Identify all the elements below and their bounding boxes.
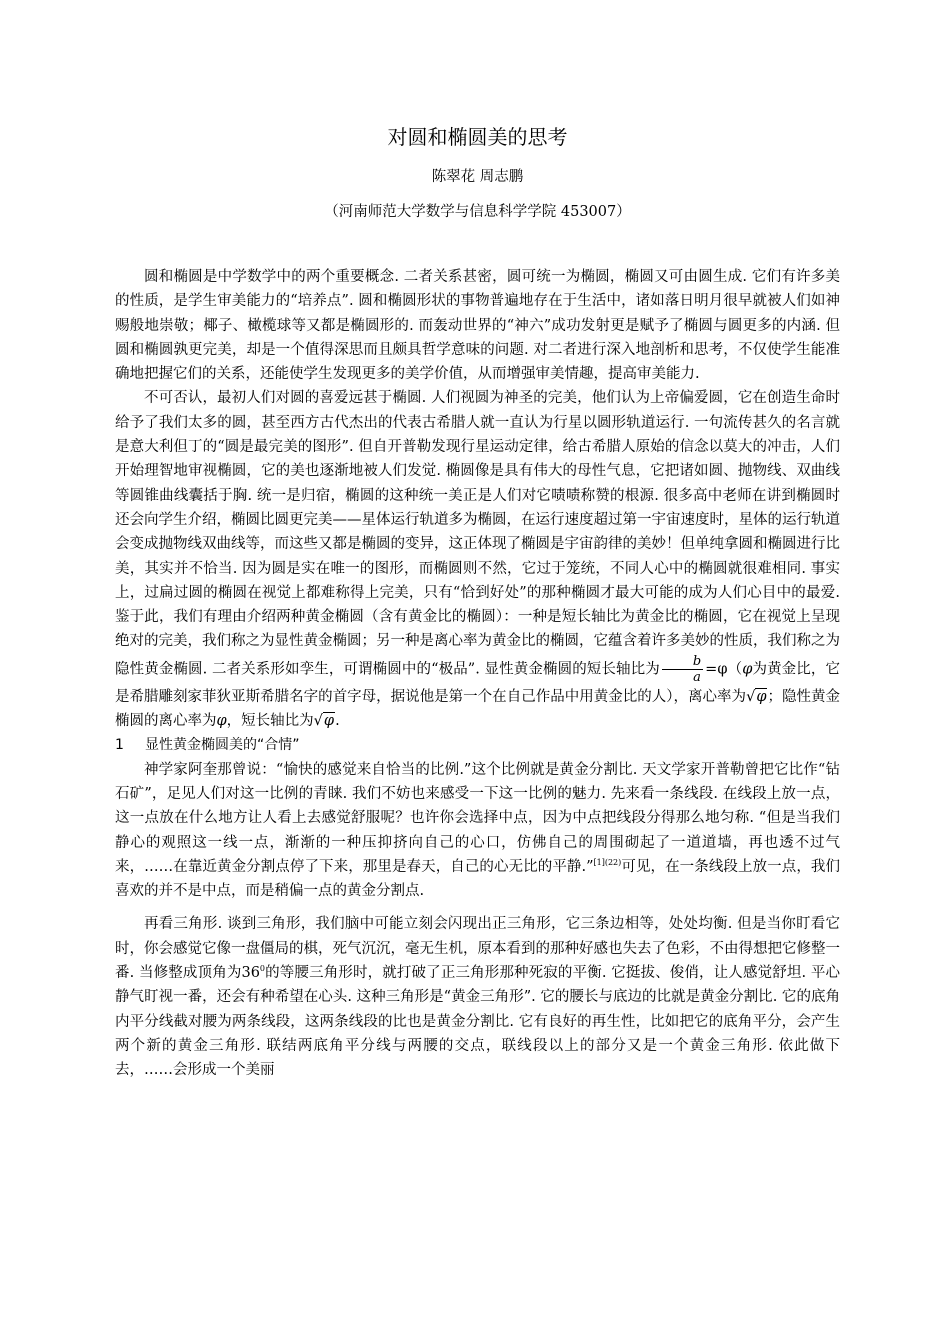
sqrt-phi: √φ xyxy=(313,713,335,730)
degree-mark: 0 xyxy=(259,964,266,974)
angle-value: 36 xyxy=(241,965,260,982)
sqrt-radicand: φ xyxy=(756,688,767,705)
fraction-b-over-a xyxy=(662,654,703,685)
fraction-numerator: b xyxy=(662,654,703,670)
body-text xyxy=(115,265,840,1083)
section-title: 显性黄金椭圆美的“合情” xyxy=(145,737,300,754)
paragraph-golden-triangle xyxy=(115,912,840,1082)
paragraph-text: 不可否认，最初人们对圆的喜爱远甚于椭圆. 人们视圆为神圣的完美，他们认为上帝偏爱圆，它在创造生命时给予了我们太多的圆，甚至西方古代杰出的代表古希腊人就一直认为行星以圆形轨道运行. 一句流传甚久的名言就是意大利但丁的“圆是最完美的图形”. 但自开普勒发现行星运动定律，给古希腊人原始的信念以莫大的冲击，人们开始理智地审视椭圆，它的美也逐渐地被人们发觉. 椭圆像是具有伟大的母性气息，它把诸如圆、抛物线、双曲线等圆锥曲线囊括于胸. 统一是归宿，椭圆的这种统一美正是人们对它啧啧称赞的根源. 很多高中老师在讲到椭圆时还会向学生介绍，椭圆比圆更完美——星体运行轨道多为椭圆，在运行速度超过第一宇宙速度时，星体的运行轨道会变成抛物线双曲线等，而这些又都是椭圆的变异，这正体现了椭圆是宇宙韵律的美妙！但单纯拿圆和椭圆进行比美，其实并不恰当. 因为圆是实在唯一的图形，而椭圆则不然，它过于笼统，不同人心中的椭圆就很难相同. 事实上，过扁过圆的椭圆在视觉上都难称得上完美，只有“恰到好处”的那种椭圆才最大可能的成为人们心目中的最爱. 鉴于此，我们有理由介绍两种黄金椭圆（含有黄金比的椭圆）：一种是短长轴比为黄金比的椭圆，它在视觉上呈现绝对的完美，我们称之为显性黄金椭圆；另一种是离心率为黄金比的椭圆，它蕴含着许多美妙的性质，我们称之为隐性黄金椭圆. 二者关系形如孪生，可谓椭圆中的“极品”. 显性黄金椭圆的短长轴比为 xyxy=(115,390,840,678)
paragraph-circle-ellipse xyxy=(115,386,840,733)
paragraph-text: 为黄金比，它是希腊雕刻家菲狄亚斯希腊名字的首字母，据说他是第一个在自己作品中用黄金比的人），离心率为 xyxy=(115,661,841,705)
paragraph-text: 可见，在一条线段上放一点，我们喜欢的并不是中点，而是稍偏一点的黄金分割点. xyxy=(115,858,840,900)
paragraph-intro: 圆和椭圆是中学数学中的两个重要概念. 二者关系甚密，圆可统一为椭圆，椭圆又可由圆生成. 它们有许多美的性质，是学生审美能力的“培养点”. 圆和椭圆形状的事物普遍地存在于生活中，诸如落日明月很早就被人们如神赐般地崇敬；椰子、橄榄球等又都是椭圆形的. 而轰动世界的“神六”成功发射更是赋予了椭圆与圆更多的内涵. 但圆和椭圆孰更完美，却是一个值得深思而且颇具哲学意味的问题. 对二者进行深入地剖析和思考，不仅使学生能准确地把握它们的关系，还能使学生发现更多的美学价值，从而增强审美情趣，提高审美能力. xyxy=(115,269,840,383)
equation-phi: =φ（ xyxy=(705,661,743,678)
citation-ref: [1](22) xyxy=(593,858,622,867)
sqrt-radicand: φ xyxy=(323,713,335,730)
paper-title: 对圆和椭圆美的思考 xyxy=(387,125,568,149)
paragraph-text: 再看三角形. 谈到三角形，我们脑中可能立刻会闪现出正三角形，它三条边相等，处处均衡. 但是当你盯看它时，你会感觉它像一盘僵局的棋，死气沉沉，毫无生机，原本看到的那种好感也失去了色彩，不由得想把它修整一番. 当修整成顶角为 xyxy=(115,916,840,982)
section-number: 1 xyxy=(115,737,124,754)
paragraph-text: ；隐性黄金椭圆的离心率为 xyxy=(115,688,840,730)
sqrt-phi: √φ xyxy=(746,688,767,705)
authors: 陈翠花 周志鹏 xyxy=(431,169,524,185)
paragraph-text: . xyxy=(335,713,340,730)
paragraph-golden-ratio xyxy=(115,758,840,904)
affiliation: （河南师范大学数学与信息科学学院 453007） xyxy=(324,204,631,220)
paragraph-text: 神学家阿奎那曾说：“愉快的感觉来自恰当的比例.”这个比例就是黄金分割比. 天文学家开普勒曾把它比作“钻石矿”，足见人们对这一比例的青睐. 我们不妨也来感受一下这一比例的魅力. 先来看一条线段. 在线段上放一点，这一点放在什么地方让人看上去感觉舒服呢？也许你会选择中点，因为中点把线段分得那么地匀称. “但是当我们静心的观照这一线一点，渐渐的一种压抑挤向自己的心口，仿佛自己的周围砌起了一道道墙，再也透不过气来，……在靠近黄金分割点停了下来，那里是春天，自己的心无比的平静.” xyxy=(115,761,840,875)
paragraph-text: ，短长轴比为 xyxy=(226,713,314,730)
phi-symbol: φ xyxy=(216,713,227,730)
paragraph-text: 的等腰三角形时，就打破了正三角形那种死寂的平衡. 它挺拔、俊俏，让人感觉舒坦. 平心静气盯视一番，还会有种希望在心头. 这种三角形是“黄金三角形”. 它的腰长与底边的比就是黄金分割比. 它的底角内平分线截对腰为两条线段，这两条线段的比也是黄金分割比. 它有良好的再生性，比如把它的底角平分，会产生两个新的黄金三角形. 联结两底角平分线与两腰的交点，联线段以上的部分又是一个黄金三角形. 依此做下去，……会形成一个美丽 xyxy=(115,965,840,1079)
section-heading xyxy=(115,733,840,757)
fraction-denominator: a xyxy=(693,669,701,685)
phi-symbol: φ xyxy=(742,661,753,678)
